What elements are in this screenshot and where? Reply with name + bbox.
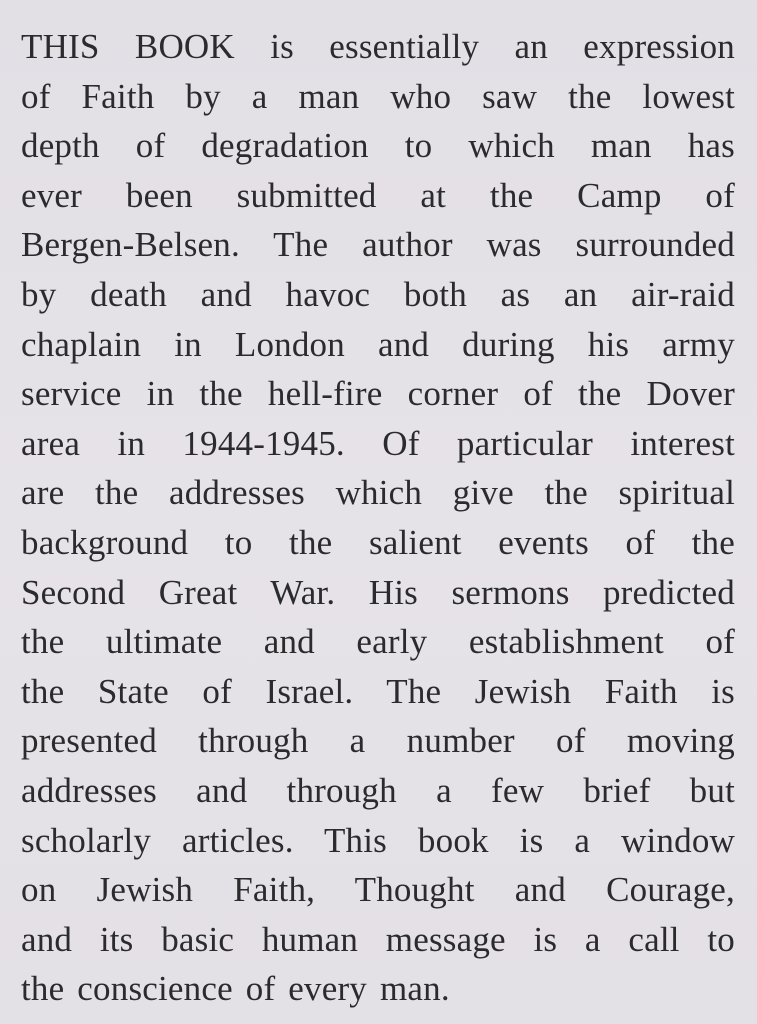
text-line: THIS BOOK is essentially an expression — [21, 27, 735, 66]
text-line: presented through a number of moving — [21, 721, 735, 761]
text-line: addresses and through a few brief but — [21, 770, 735, 810]
text-line: of Faith by a man who saw the lowest — [21, 76, 735, 116]
text-line: Second Great War. His sermons predicted — [21, 572, 735, 612]
text-line: Bergen-Belsen. The author was surrounded — [21, 225, 735, 265]
text-line: scholarly articles. This book is a window — [21, 820, 735, 860]
text-line: background to the salient events of the — [21, 522, 735, 562]
text-line: and its basic human message is a call to — [21, 919, 735, 959]
book-description — [21, 22, 735, 1014]
text-line-last: the conscience of every man. — [21, 969, 450, 1009]
text-line: the State of Israel. The Jewish Faith is — [21, 671, 735, 711]
text-line: chaplain in London and during his army — [21, 324, 735, 364]
text-line: on Jewish Faith, Thought and Courage, — [21, 870, 735, 910]
text-line: service in the hell-fire corner of the Dover — [21, 374, 735, 414]
text-line: the ultimate and early establishment of — [21, 622, 735, 662]
text-line: ever been submitted at the Camp of — [21, 175, 735, 215]
text-line: are the addresses which give the spiritual — [21, 473, 735, 513]
text-line: by death and havoc both as an air-raid — [21, 274, 735, 314]
text-line: depth of degradation to which man has — [21, 126, 735, 166]
text-line: area in 1944-1945. Of particular interest — [21, 423, 735, 463]
